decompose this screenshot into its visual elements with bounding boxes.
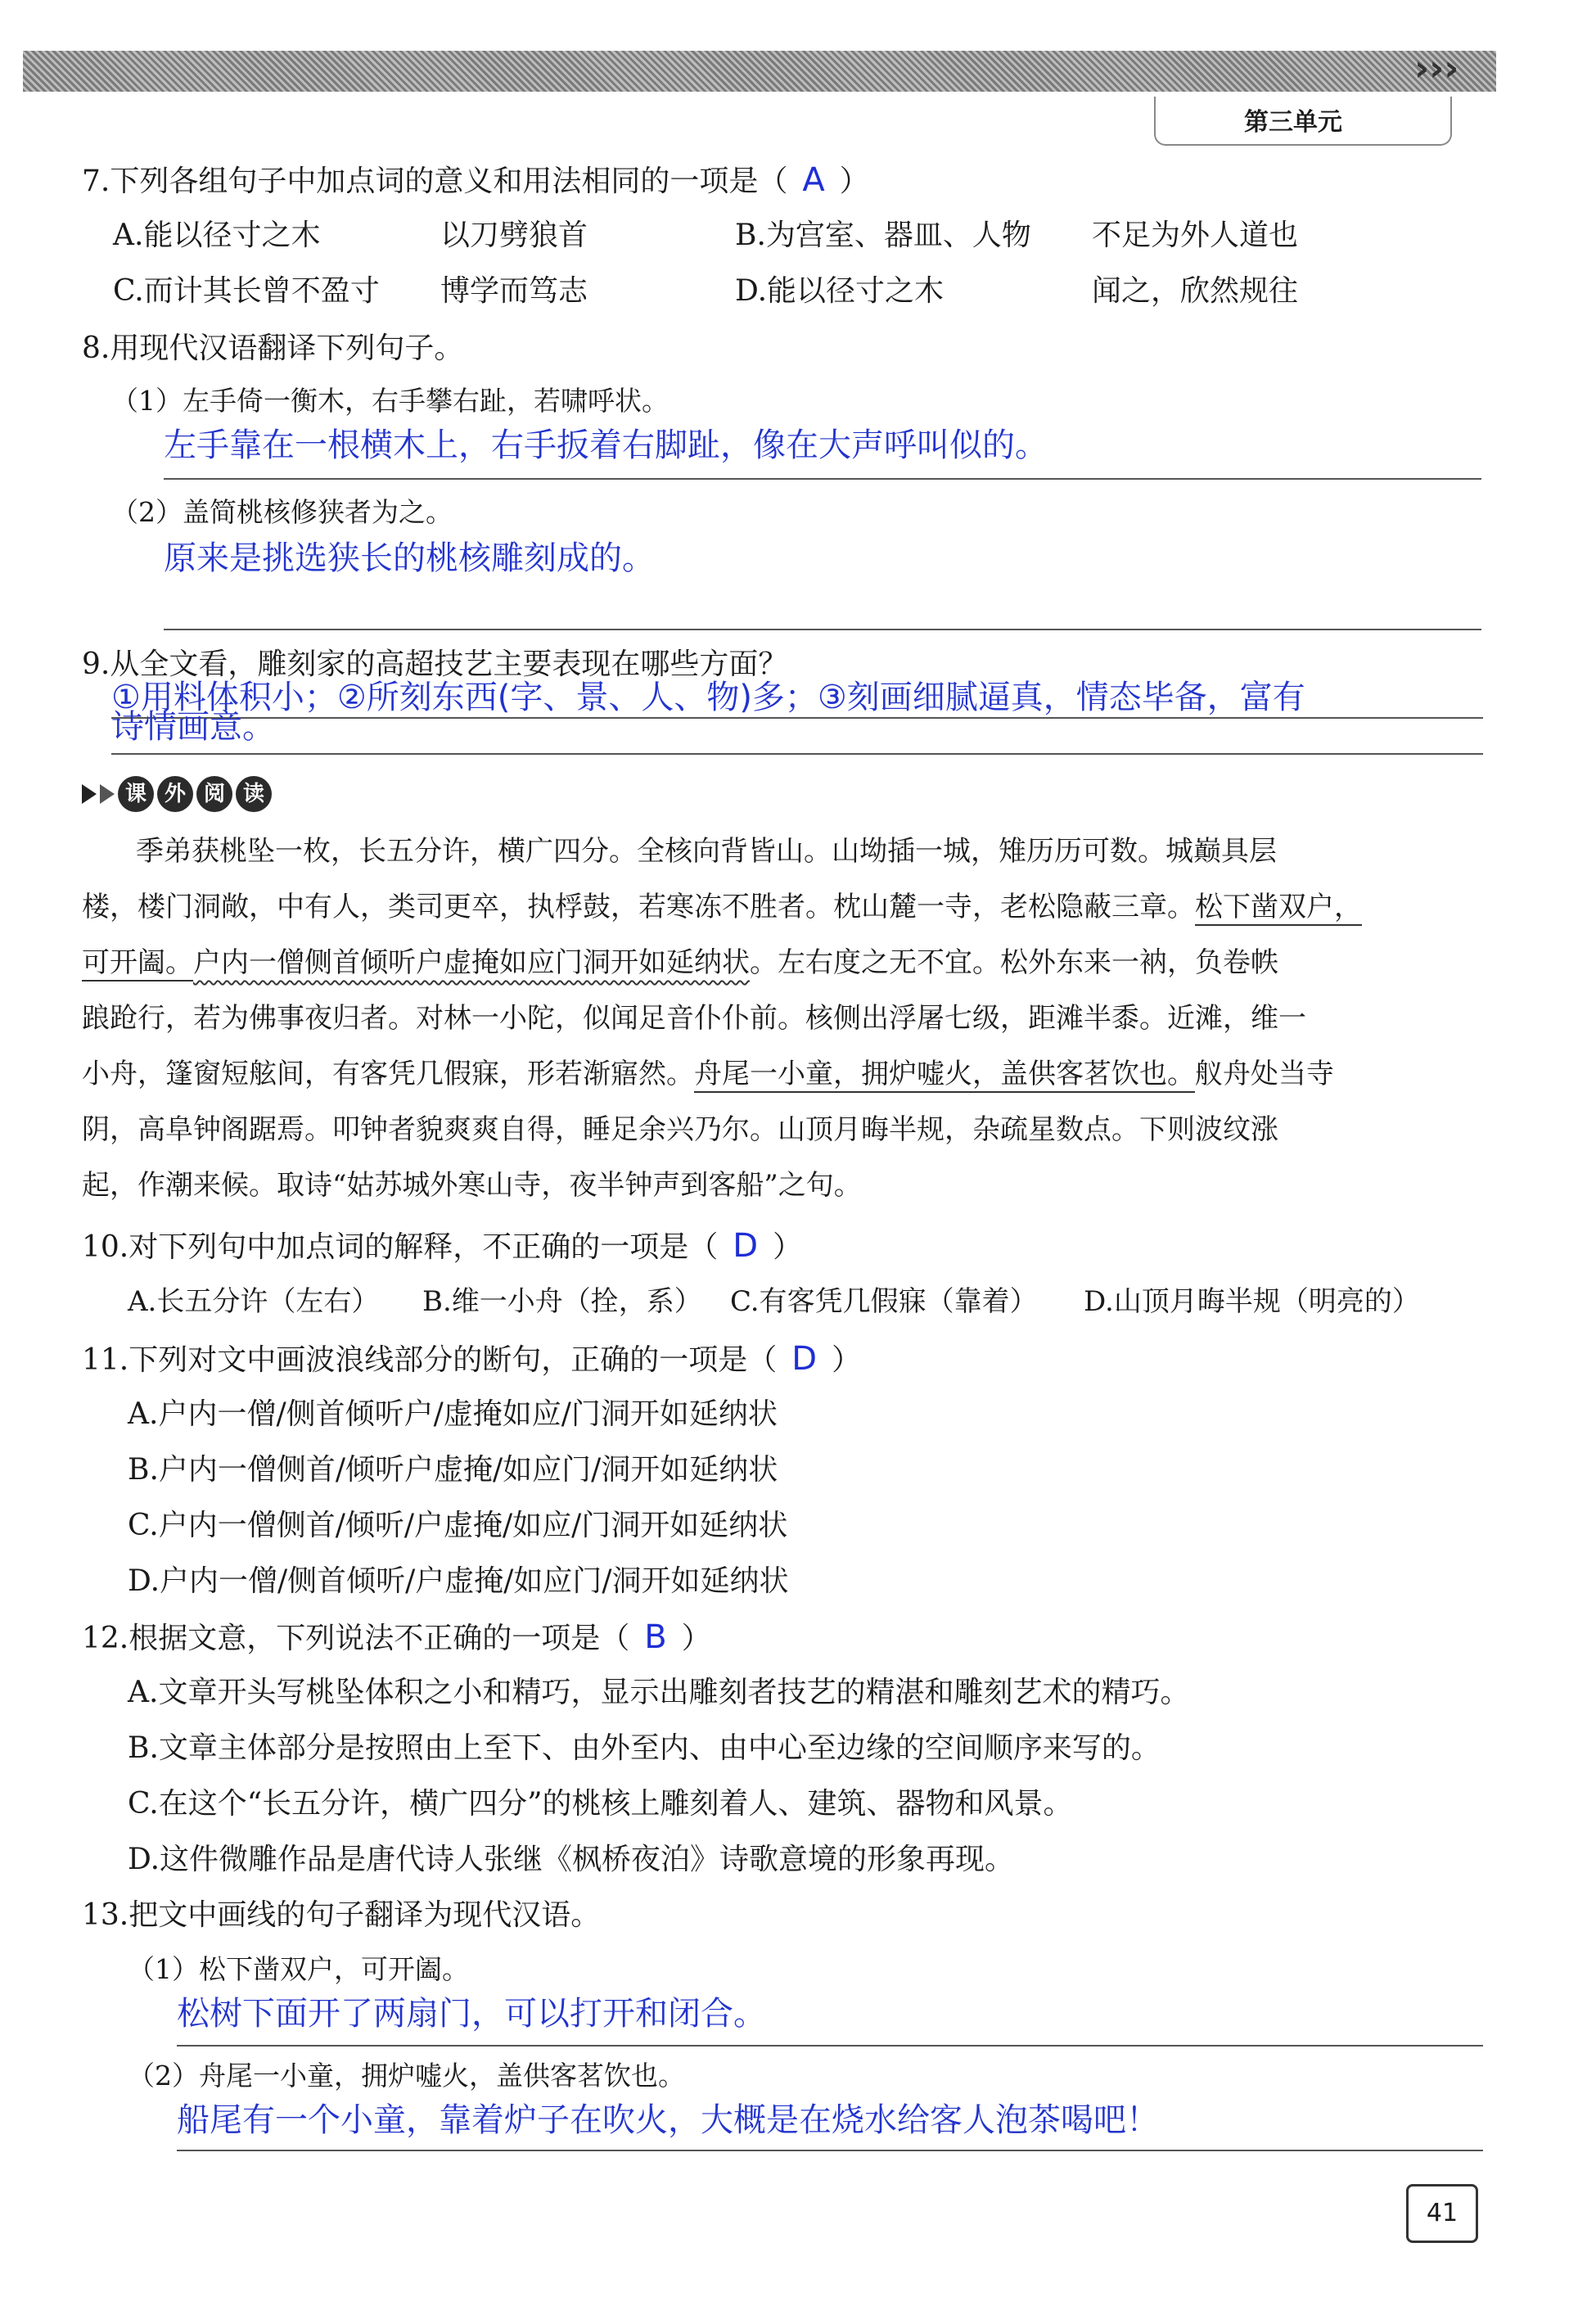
section-char: 外	[157, 776, 193, 812]
answer-line	[177, 2150, 1483, 2151]
q8-answer-1: 左手靠在一根横木上，右手扳着右脚趾，像在大声呼叫似的。	[164, 426, 1048, 464]
q7-option-d2: 闻之，欣然规往	[1092, 274, 1299, 308]
q13-answer-2: 船尾有一个小童，靠着炉子在吹火，大概是在烧水给客人泡茶喝吧！	[177, 2101, 1159, 2139]
q11-option-a: A.户内一僧/侧首倾听户/虚掩如应/门洞开如延纳状	[128, 1397, 778, 1431]
q10-option-d: D.山顶月晦半规（明亮的）	[1084, 1285, 1420, 1318]
unit-title: 第三单元	[1244, 108, 1342, 137]
q10-option-c: C.有客凭几假寐（靠着）	[730, 1285, 1038, 1318]
section-extracurricular-reading	[82, 776, 272, 812]
q8-sentence-1: （1）左手倚一衡木，右手攀右趾，若啸呼状。	[111, 385, 669, 417]
q11-option-c: C.户内一僧侧首/倾听/户虚掩/如应/门洞开如延纳状	[128, 1509, 788, 1542]
q7-option-c1: C.而计其长曾不盈寸	[113, 274, 380, 308]
q11-option-b: B.户内一僧侧首/倾听户虚掩/如应门/洞开如延纳状	[128, 1453, 778, 1487]
passage-line-5: 小舟，篷窗短舷间，有客凭几假寐，形若渐寤然。舟尾一小童，拥炉嘘火，盖供客茗饮也。舣舟处当寺	[82, 1058, 1334, 1090]
q9-answer-line-2: 诗情画意。	[111, 708, 275, 746]
answer-line	[111, 753, 1483, 755]
arrow-icon	[82, 784, 97, 804]
q12-answer: B	[644, 1618, 667, 1656]
answer-line	[177, 2045, 1483, 2047]
q7-option-b2: 不足为外人道也	[1092, 219, 1299, 252]
q7-option-c2: 博学而笃志	[440, 274, 588, 308]
wavy-underlined-sentence: 户内一僧侧首倾听户虚掩如应门洞开如延纳状	[193, 946, 750, 979]
q7-option-b1: B.为宫室、器皿、人物	[735, 219, 1031, 252]
underlined-sentence: 可开阖。	[82, 946, 193, 979]
q13-stem: 13.把文中画线的句子翻译为现代汉语。	[82, 1898, 601, 1932]
passage-line-7: 起，作潮来候。取诗“姑苏城外寒山寺，夜半钟声到客船”之句。	[82, 1169, 862, 1202]
q13-answer-1: 松树下面开了两扇门，可以打开和闭合。	[177, 1995, 766, 2033]
q12-option-a: A.文章开头写桃坠体积之小和精巧，显示出雕刻者技艺的精湛和雕刻艺术的精巧。	[128, 1676, 1190, 1709]
q12-option-c: C.在这个“长五分许，横广四分”的桃核上雕刻着人、建筑、器物和风景。	[128, 1787, 1073, 1821]
q7-option-a1: A.能以径寸之木	[113, 219, 321, 252]
underlined-sentence: 舟尾一小童，拥炉嘘火，盖供客茗饮也。	[694, 1058, 1195, 1090]
underlined-sentence: 松下凿双户，	[1195, 891, 1362, 923]
answer-line	[111, 717, 1483, 719]
passage-line-3: 可开阖。户内一僧侧首倾听户虚掩如应门洞开如延纳状。左右度之无不宜。松外东来一衲，负卷帙	[82, 946, 1278, 979]
q10-stem: 10.对下列句中加点词的解释，不正确的一项是（ D ）	[82, 1227, 803, 1265]
q11-answer: D	[791, 1340, 818, 1378]
q8-sentence-2: （2）盖简桃核修狭者为之。	[111, 496, 453, 528]
header-arrows: ›››	[1414, 47, 1459, 89]
section-char: 课	[118, 776, 154, 812]
q11-stem: 11.下列对文中画波浪线部分的断句，正确的一项是（ D ）	[82, 1340, 862, 1378]
q9-stem: 9.从全文看，雕刻家的高超技艺主要表现在哪些方面？	[82, 648, 788, 681]
page-number: 41	[1406, 2184, 1478, 2243]
passage-line-6: 阴，高阜钟阁踞焉。叩钟者貌爽爽自得，睡足余兴乃尔。山顶月晦半规，杂疏星数点。下则波纹涨	[82, 1113, 1278, 1146]
q10-answer: D	[733, 1227, 759, 1265]
passage-line-1: 季弟获桃坠一枚，长五分许，横广四分。全核向背皆山。山坳插一城，雉历历可数。城巅具层	[136, 835, 1277, 868]
q8-stem: 8.用现代汉语翻译下列句子。	[82, 332, 464, 365]
q10-option-a: A.长五分许（左右）	[128, 1285, 380, 1318]
section-char: 读	[236, 776, 272, 812]
passage-line-4: 踉跄行，若为佛事夜归者。对林一小陀，似闻足音仆仆前。核侧出浮屠七级，距滩半黍。近滩，维一	[82, 1002, 1306, 1035]
q13-sentence-1: （1）松下凿双户，可开阖。	[128, 1953, 469, 1985]
q8-answer-2: 原来是挑选狭长的桃核雕刻成的。	[164, 539, 655, 577]
answer-line	[164, 629, 1481, 630]
q10-option-b: B.维一小舟（拴，系）	[422, 1285, 702, 1318]
arrow-icon	[100, 784, 115, 804]
q9-answer-line-1: ①用料体积小；②所刻东西(字、景、人、物)多；③刻画细腻逼真，情态毕备，富有	[111, 679, 1305, 716]
answer-line	[164, 478, 1481, 480]
q12-option-d: D.这件微雕作品是唐代诗人张继《枫桥夜泊》诗歌意境的形象再现。	[128, 1843, 1015, 1876]
q7-option-a2: 以刀劈狼首	[440, 219, 588, 252]
section-char: 阅	[196, 776, 232, 812]
q12-option-b: B.文章主体部分是按照由上至下、由外至内、由中心至边缘的空间顺序来写的。	[128, 1731, 1161, 1765]
q7-stem: 7.下列各组句子中加点词的意义和用法相同的一项是（ A ）	[82, 161, 869, 199]
passage-line-2: 楼，楼门洞敞，中有人，类司更卒，执桴鼓，若寒冻不胜者。枕山麓一寺，老松隐蔽三章。松下凿双户，	[82, 891, 1362, 923]
q7-option-d1: D.能以径寸之木	[735, 274, 945, 308]
q11-option-d: D.户内一僧/侧首倾听/户虚掩/如应门/洞开如延纳状	[128, 1564, 789, 1598]
q12-stem: 12.根据文意，下列说法不正确的一项是（ B ）	[82, 1618, 711, 1656]
header-bar	[23, 51, 1496, 92]
q7-answer: A	[802, 161, 825, 199]
q13-sentence-2: （2）舟尾一小童，拥炉嘘火，盖供客茗饮也。	[128, 2060, 685, 2092]
